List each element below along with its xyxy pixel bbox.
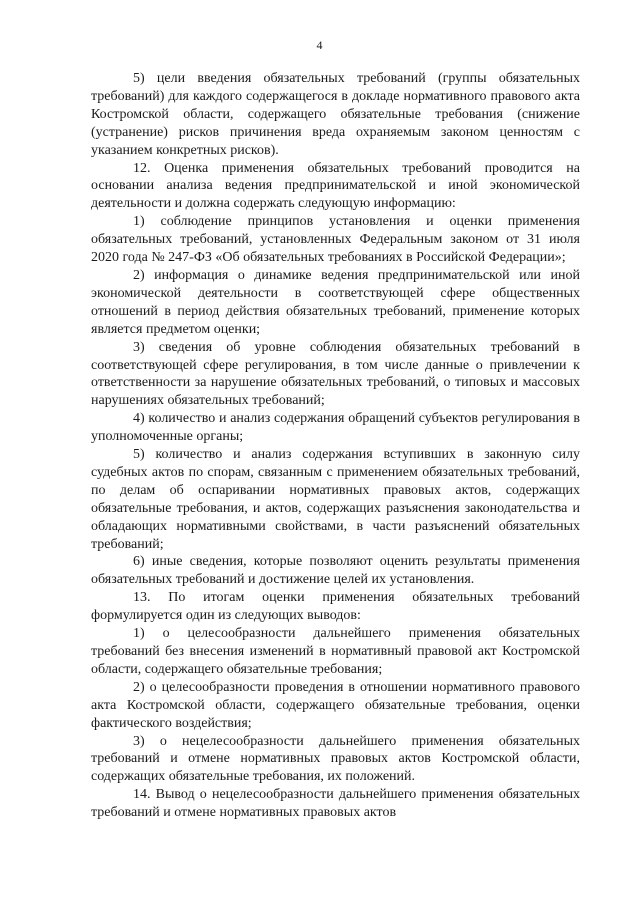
paragraph-conclusion-3: 3) о нецелесообразности дальнейшего применения обязательных требований и отмене нормативных правовых актов Костромской области, содержащих обязательные требования, их положений. (91, 733, 580, 785)
paragraph-item-6-other: 6) иные сведения, которые позволяют оценить результаты применения обязательных требований и достижение целей их установления. (91, 554, 580, 588)
paragraph-item-1-principles: 1) соблюдение принципов установления и оценки применения обязательных требований, установленных Федеральным законом от 31 июля 2020 года № 247-ФЗ «Об обязательных требованиях в Российской Федерации»; (91, 214, 580, 266)
paragraph-clause-14: 14. Вывод о нецелесообразности дальнейшего применения обязательных требований и отмене нормативных правовых актов (91, 787, 580, 821)
paragraph-clause-12: 12. Оценка применения обязательных требований проводится на основании анализа ведения предпринимательской и иной экономической деятельности и должна содержать следующую информацию: (91, 160, 580, 212)
paragraph-item-3-compliance: 3) сведения об уровне соблюдения обязательных требований в соответствующей сфере регулирования, в том числе данные о привлечении к ответственности за нарушение обязательных требований, о типовых и массовых нарушениях обязательных требований; (91, 339, 580, 409)
paragraph-conclusion-1: 1) о целесообразности дальнейшего применения обязательных требований без внесения изменений в нормативный правовой акт Костромской области, содержащего обязательные требования; (91, 626, 580, 677)
paragraph-conclusion-2: 2) о целесообразности проведения в отношении нормативного правового акта Костромской области, содержащего обязательные требования, оценки фактического воздействия; (91, 679, 580, 731)
document-body (91, 70, 580, 822)
page-number: 4 (316, 38, 323, 52)
paragraph-item-2-dynamics: 2) информация о динамике ведения предпринимательской или иной экономической деятельности в соответствующей сфере общественных отношений в период действия обязательных требований, применение которых является предметом оценки; (91, 267, 580, 337)
paragraph-item-5-goals: 5) цели введения обязательных требований (группы обязательных требований) для каждого содержащегося в докладе нормативного правового акта Костромской области, содержащего обязательные требования (снижение (устранение) рисков причинения вреда охраняемым законом ценностям с указанием конкретных рисков). (91, 71, 580, 158)
paragraph-clause-13: 13. По итогам оценки применения обязательных требований формулируется один из следующих выводов: (91, 590, 580, 624)
paragraph-item-5-court-acts: 5) количество и анализ содержания вступивших в законную силу судебных актов по спорам, связанным с применением обязательных требований, по делам об оспаривании нормативных правовых актов, содержащих обязательные требования, и актов, содержащих разъяснения законодательства и обладающих нормативными свойствами, в части разъяснений обязательных требований; (91, 447, 580, 552)
paragraph-item-4-appeals: 4) количество и анализ содержания обращений субъектов регулирования в уполномоченные органы; (91, 411, 580, 445)
